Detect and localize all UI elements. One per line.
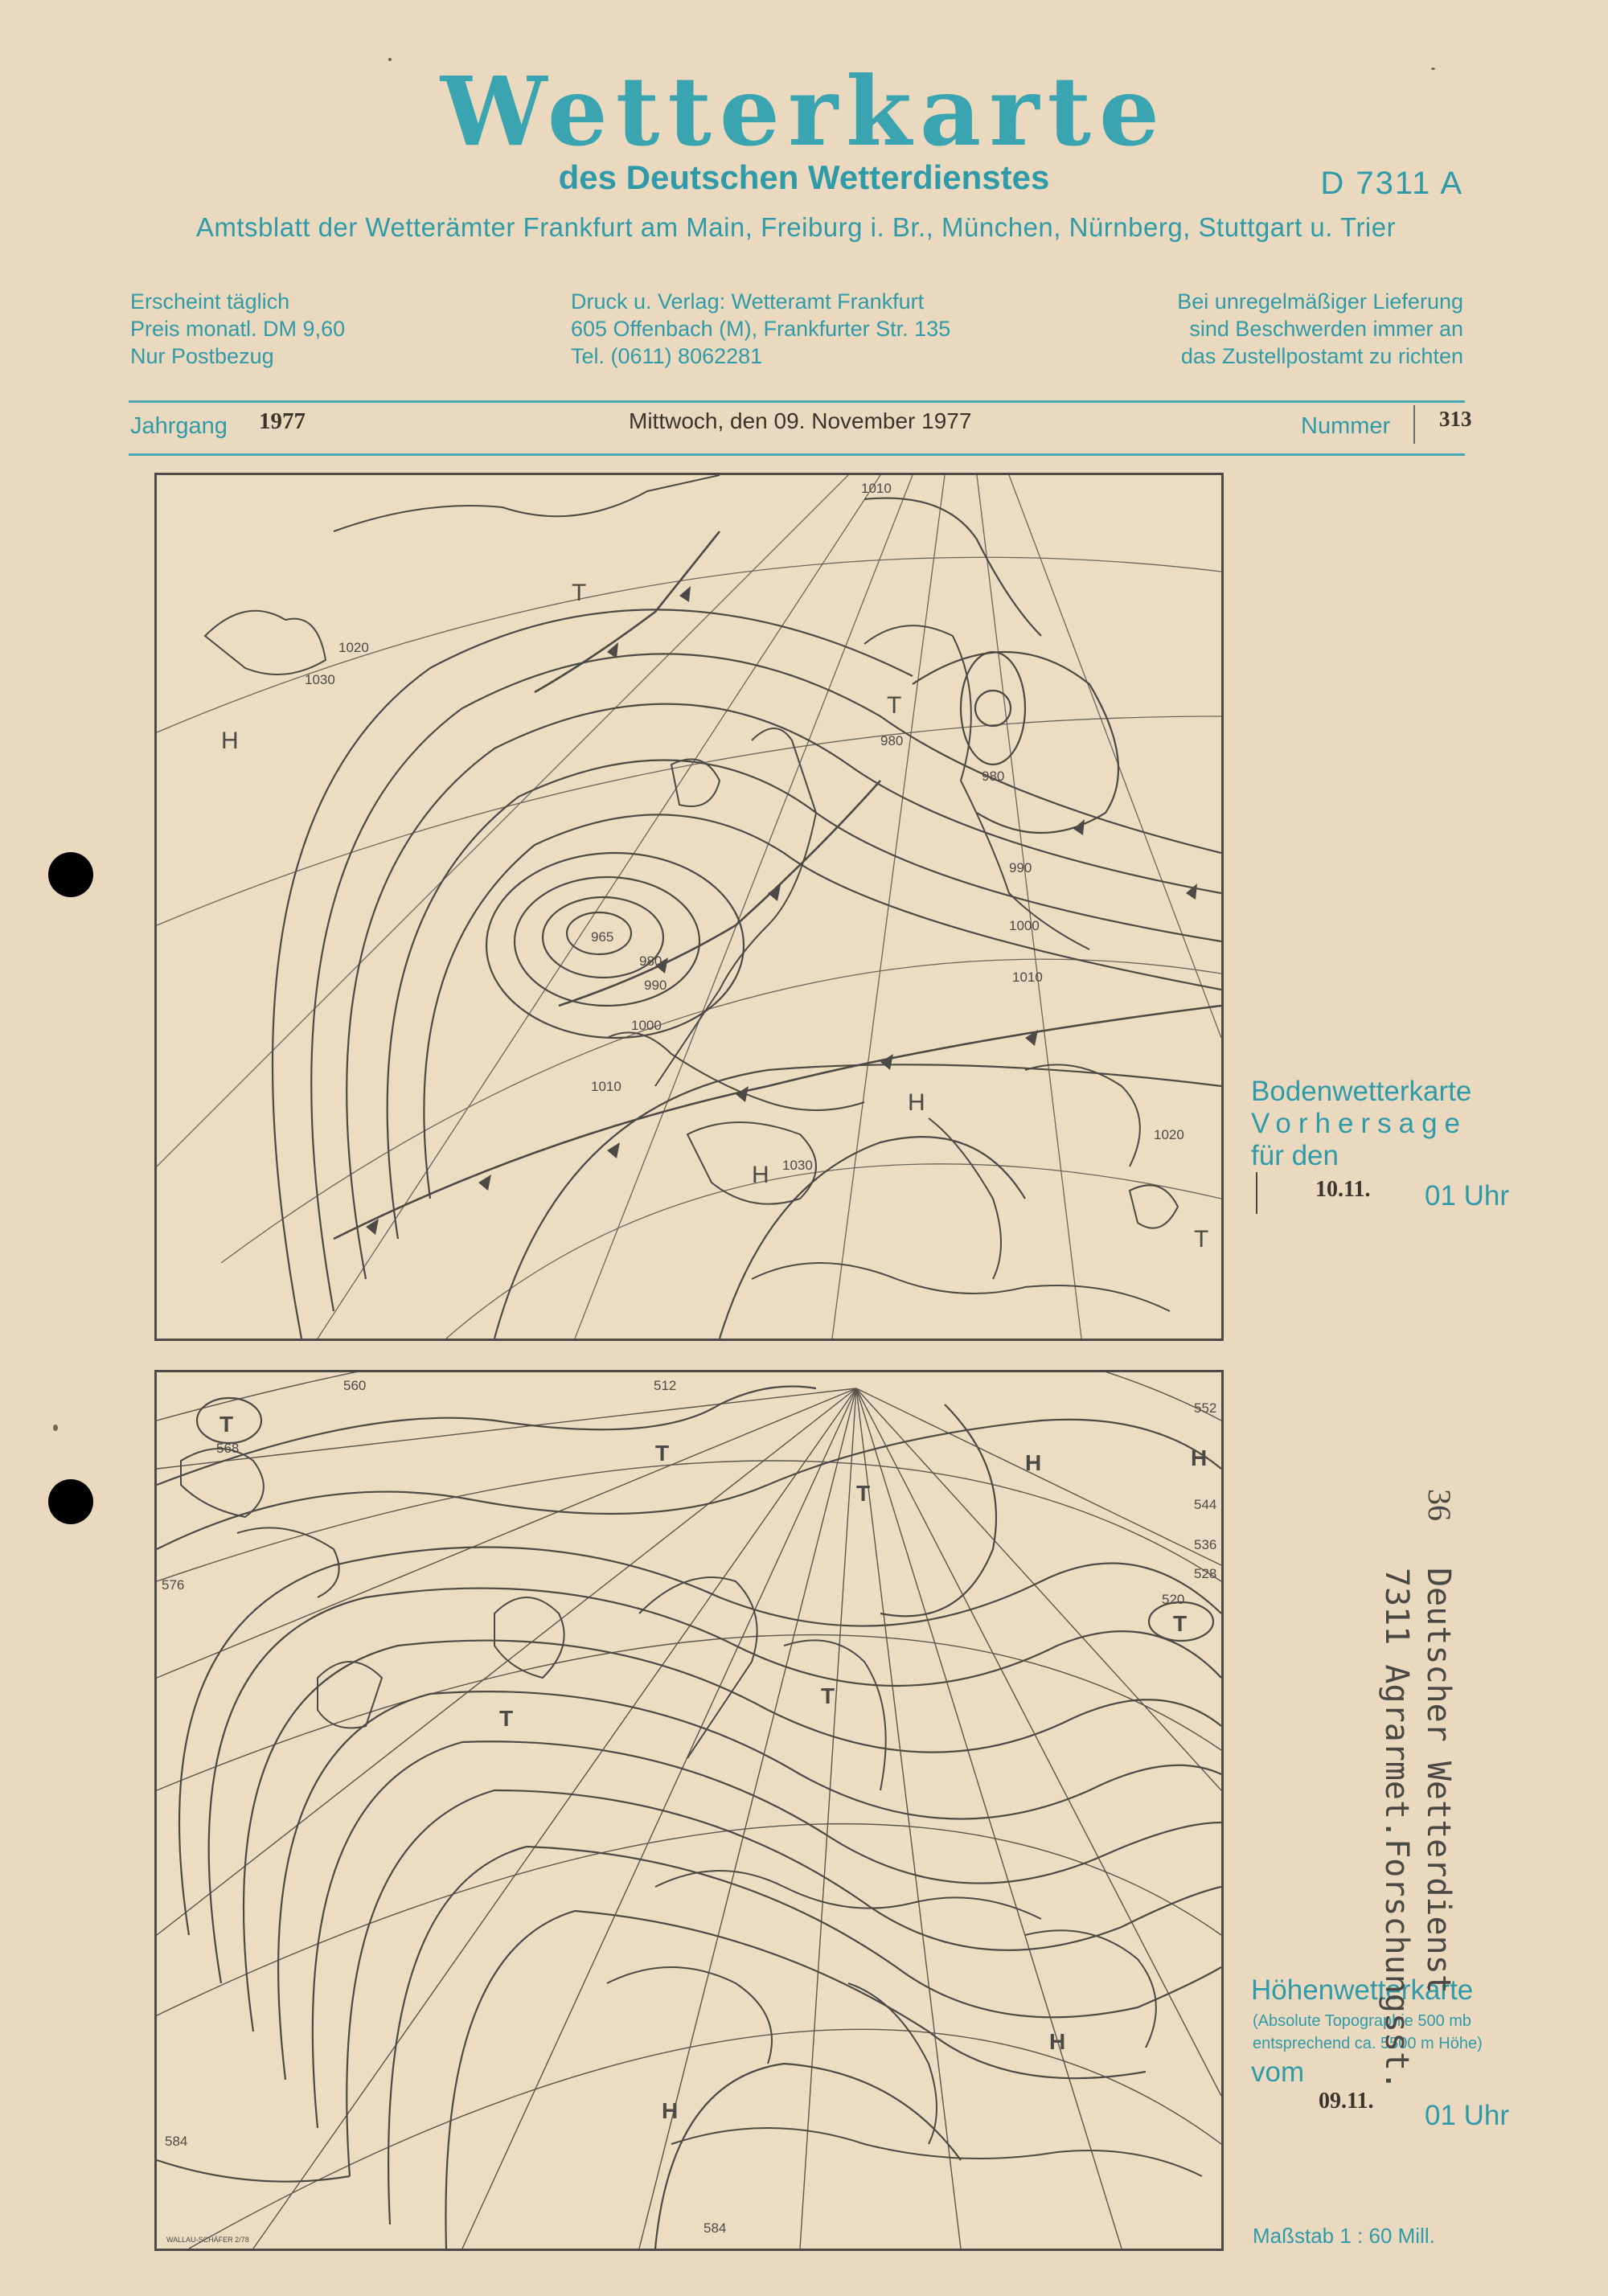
- paper-speck: [388, 58, 392, 61]
- surface-caption-forecast: Vorhersage: [1251, 1108, 1468, 1139]
- low-symbol: T: [821, 1683, 835, 1708]
- label-520: 520: [1162, 1592, 1185, 1607]
- label-1010-top: 1010: [861, 481, 892, 496]
- header-rule-bottom: [129, 453, 1465, 456]
- label-1010-east: 1010: [1012, 970, 1043, 985]
- punch-hole: [48, 1479, 93, 1524]
- upper-map-caption-title: Höhenwetterkarte: [1251, 1974, 1474, 2006]
- label-544: 544: [1194, 1497, 1217, 1512]
- punch-hole: [48, 852, 93, 897]
- library-stamp: [1376, 1568, 1459, 2090]
- label-528: 528: [1194, 1566, 1217, 1581]
- printer-note: WALLAU-SCHÄFER 2/78: [166, 2236, 249, 2244]
- paper-speck: [53, 1425, 58, 1431]
- low-symbol: T: [572, 580, 587, 606]
- label-980: 980: [639, 953, 662, 969]
- stamp-line-2: 7311 Agrarmet.Forschungsst.: [1378, 1568, 1415, 2091]
- jahrgang-label: Jahrgang: [130, 413, 228, 439]
- label-1010: 1010: [591, 1079, 621, 1094]
- info-center-line: Druck u. Verlag: Wetteramt Frankfurt: [571, 289, 925, 314]
- label-1020: 1020: [338, 640, 369, 655]
- nummer-separator: [1413, 405, 1415, 444]
- high-symbol: H: [1049, 2029, 1066, 2054]
- info-right-line: sind Beschwerden immer an: [1189, 317, 1463, 341]
- upper-map-caption-vom: vom: [1251, 2056, 1305, 2088]
- map-graticule: [157, 475, 1221, 1339]
- label-560: 560: [343, 1378, 367, 1393]
- high-symbol: H: [1191, 1445, 1208, 1470]
- high-symbol: H: [1025, 1450, 1042, 1475]
- upper-caption-height: entsprechend ca. 5500 m Höhe): [1253, 2035, 1483, 2052]
- high-symbol: H: [908, 1089, 925, 1116]
- label-1000: 1000: [631, 1018, 662, 1033]
- map-coastlines: [181, 1449, 1202, 2176]
- jahrgang-value: 1977: [259, 408, 306, 434]
- label-990: 990: [644, 978, 667, 993]
- issue-code: D 7311 A: [1320, 166, 1463, 201]
- surface-map-time: 01 Uhr: [1425, 1180, 1510, 1212]
- label-990-east: 990: [1009, 860, 1032, 875]
- label-576: 576: [162, 1577, 185, 1593]
- upper-map-time: 01 Uhr: [1425, 2100, 1510, 2131]
- surface-map-date: 10.11.: [1315, 1177, 1371, 1202]
- isobars: [273, 498, 1221, 1339]
- surface-map-caption: [1251, 1076, 1471, 1172]
- label-584: 584: [704, 2220, 727, 2236]
- label-965: 965: [591, 929, 614, 945]
- header-rule-top: [129, 400, 1465, 403]
- upper-air-map: [154, 1370, 1224, 2251]
- stamp-line-1: Deutscher Wetterdienst: [1420, 1568, 1457, 1994]
- publisher-subtitle: des Deutschen Wetterdienstes: [558, 158, 1050, 196]
- low-symbol: T: [887, 692, 902, 719]
- info-left-line: Nur Postbezug: [130, 344, 274, 368]
- nummer-label: Nummer: [1301, 413, 1391, 439]
- label-1030: 1030: [305, 672, 335, 687]
- low-symbol: T: [499, 1706, 514, 1731]
- low-symbol: T: [655, 1441, 670, 1466]
- info-center-line: 605 Offenbach (M), Frankfurter Str. 135: [571, 317, 951, 341]
- label-512: 512: [654, 1378, 677, 1393]
- label-552: 552: [1194, 1400, 1217, 1416]
- label-1000-east: 1000: [1009, 918, 1040, 933]
- weather-fronts: [334, 531, 1221, 1239]
- surface-caption-for: für den: [1251, 1140, 1339, 1171]
- label-980-north: 980: [880, 733, 904, 748]
- pressure-centres: [221, 580, 1208, 1253]
- high-symbol: H: [752, 1162, 769, 1188]
- front-symbols: [366, 586, 1197, 1235]
- info-complaints: [1177, 288, 1463, 370]
- issue-date: Mittwoch, den 09. November 1977: [629, 408, 972, 433]
- surface-weather-map: [154, 473, 1224, 1341]
- high-symbol: H: [662, 2098, 679, 2123]
- label-584: 584: [165, 2134, 188, 2149]
- high-symbol: H: [221, 728, 239, 754]
- label-568: 568: [216, 1441, 240, 1456]
- height-contours: [157, 1387, 1221, 2249]
- label-980-north2: 980: [982, 769, 1005, 784]
- low-symbol: T: [219, 1412, 234, 1437]
- amtsblatt-line: Amtsblatt der Wetterämter Frankfurt am Main, Freiburg i. Br., München, Nürnberg, Stuttgart u. Trier: [195, 212, 1397, 242]
- nummer-value: 313: [1439, 407, 1472, 431]
- caption-tick: [1256, 1172, 1257, 1214]
- info-right-line: das Zustellpostamt zu richten: [1180, 344, 1463, 368]
- stamp-number: 36: [1421, 1489, 1458, 1521]
- low-symbol: T: [1173, 1611, 1188, 1636]
- map-scale: Maßstab 1 : 60 Mill.: [1253, 2224, 1435, 2248]
- label-1030-med: 1030: [782, 1158, 813, 1173]
- low-symbol: T: [856, 1481, 871, 1506]
- info-publisher: [571, 288, 950, 370]
- info-subscription: [130, 288, 345, 370]
- newspaper-title: Wetterkarte: [440, 55, 1168, 167]
- label-536: 536: [1194, 1537, 1217, 1552]
- upper-caption-topography: (Absolute Topographie 500 mb: [1253, 2012, 1472, 2030]
- info-left-line: Preis monatl. DM 9,60: [130, 317, 346, 341]
- info-left-line: Erscheint täglich: [130, 289, 290, 314]
- upper-map-date: 09.11.: [1319, 2089, 1374, 2114]
- paper-speck: [1431, 68, 1435, 70]
- low-symbol: T: [1194, 1226, 1209, 1253]
- map-coastlines: [205, 475, 1178, 1311]
- info-right-line: Bei unregelmäßiger Lieferung: [1177, 289, 1463, 314]
- label-1020-se: 1020: [1154, 1127, 1184, 1142]
- surface-caption-title: Bodenwetterkarte: [1251, 1076, 1472, 1107]
- info-center-line: Tel. (0611) 8062281: [571, 344, 763, 368]
